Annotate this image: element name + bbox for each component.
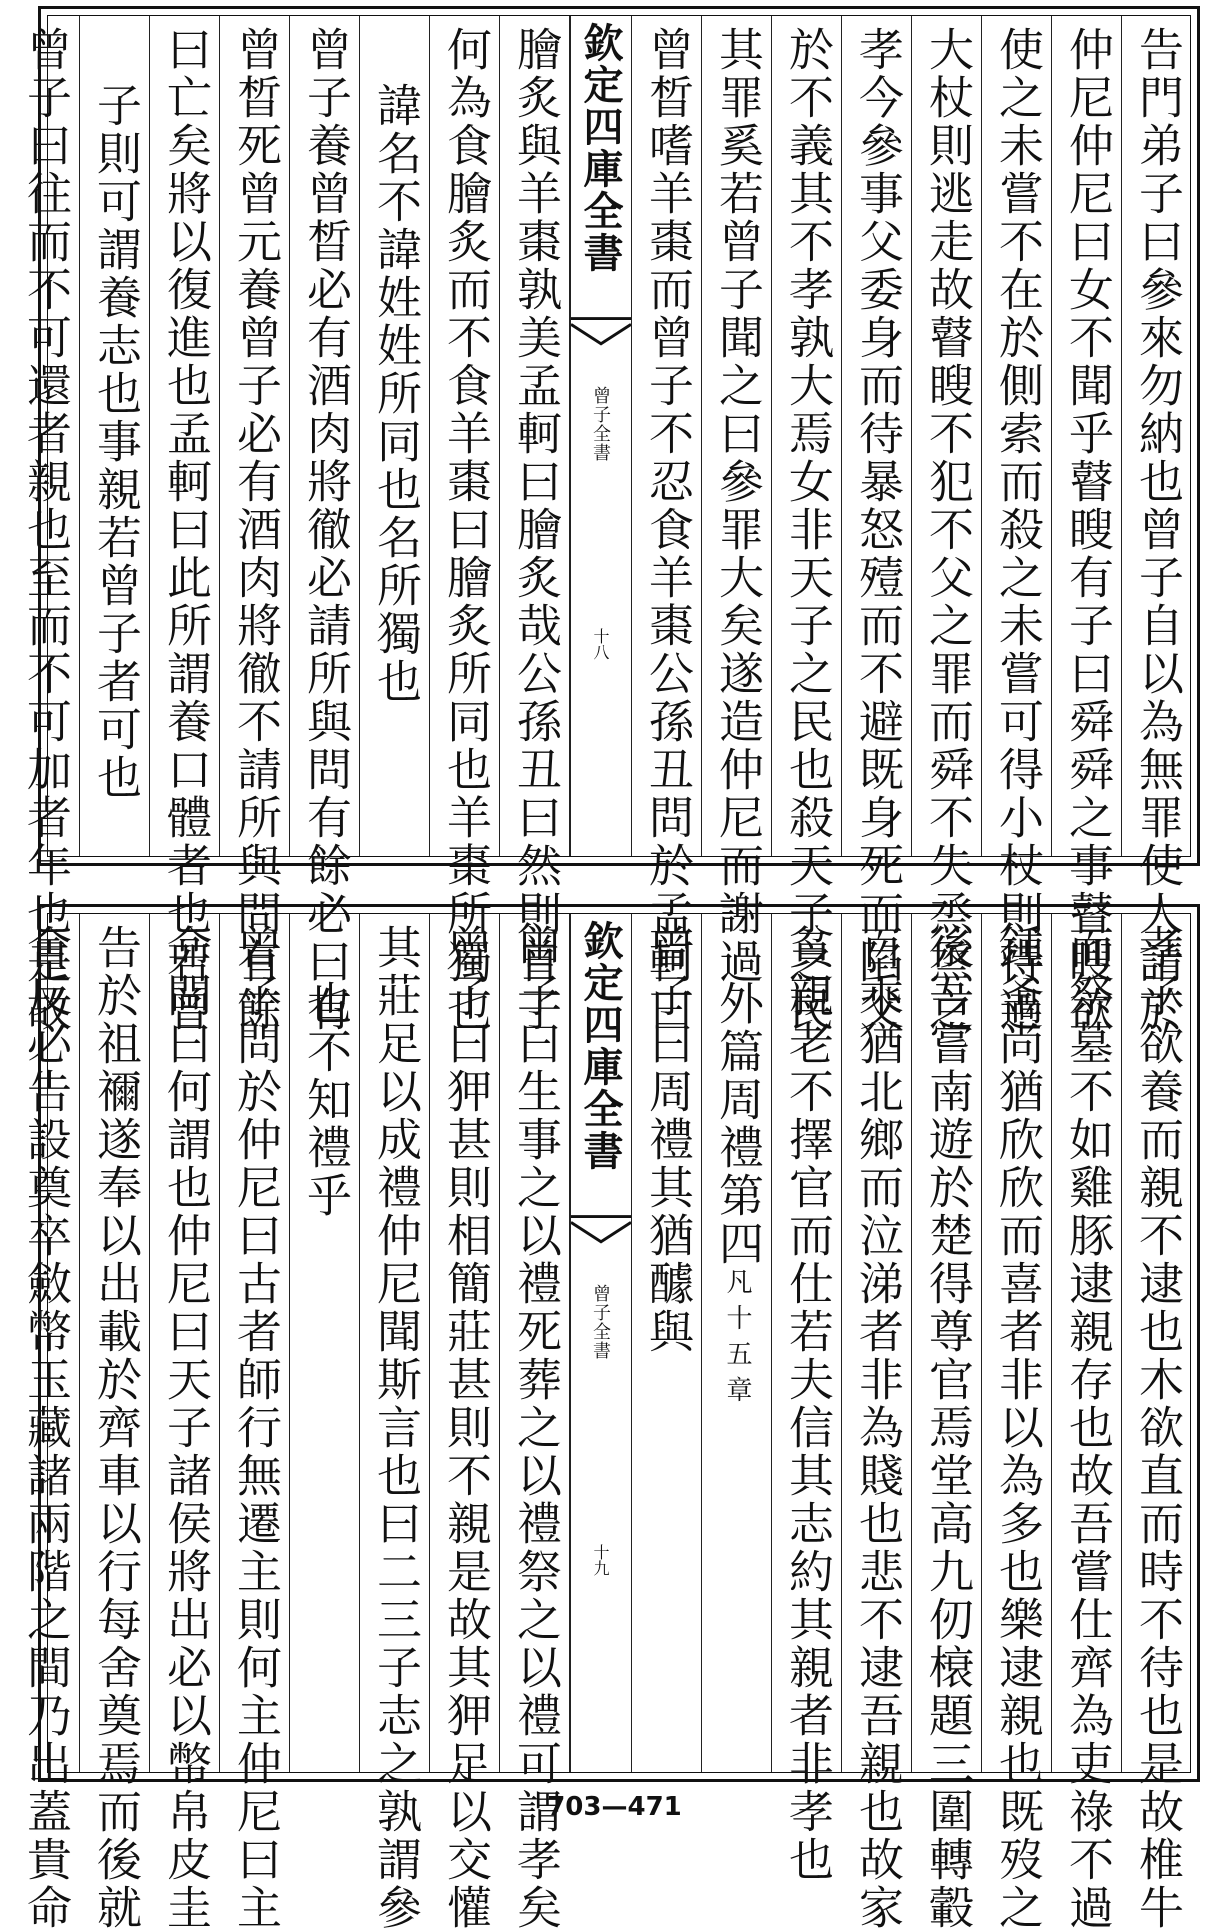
text-column-left-5 bbox=[220, 16, 290, 1034]
text-column-left-2 bbox=[430, 914, 500, 1932]
text-column: 何為食膾炙而不食羊棗曰膾炙所同也羊棗所獨也 bbox=[439, 26, 492, 1034]
text-column: 仲尼仲尼曰女不聞乎瞽瞍有子曰舜舜之事瞽瞍欲 bbox=[1061, 26, 1114, 1034]
page-number: 703—471 bbox=[547, 1792, 682, 1822]
folio-number: 十八 bbox=[591, 628, 610, 660]
text-column: 告於祖禰遂奉以出載於齊車以行每舍奠焉而後就 bbox=[89, 924, 142, 1932]
chapter-heading-column bbox=[702, 914, 772, 1772]
folio-number: 十九 bbox=[591, 1544, 610, 1576]
text-column: 後吾嘗南遊於楚得尊官焉堂高九仞榱題三圍轉轂 bbox=[921, 924, 974, 1932]
text-column-left-2 bbox=[430, 16, 500, 1034]
text-column-right-3 bbox=[982, 16, 1052, 1034]
book-title: 曾子全書 bbox=[590, 386, 611, 462]
text-column: 舍反必告設奠卒斂幣玉藏諸兩階之間乃出蓋貴命 bbox=[19, 924, 72, 1932]
text-column: 命問曰何謂也仲尼曰天子諸侯將出必以幣帛皮圭 bbox=[159, 924, 212, 1932]
upper-folio bbox=[19, 6, 1200, 1034]
text-column: 曰亡矣將以復進也孟軻曰此所謂養口體者也若曾 bbox=[159, 26, 212, 1034]
text-column-left-6 bbox=[150, 914, 220, 1932]
text-column-right-6 bbox=[772, 914, 842, 1884]
text-column: 鍾釜尚猶欣欣而喜者非以為多也樂逮親也既歿之 bbox=[991, 924, 1044, 1932]
text-column-right-7 bbox=[702, 16, 772, 986]
text-column: 於不義其不孝孰大焉女非天子之民也殺天子之民 bbox=[781, 26, 834, 1034]
text-column: 孝子欲養而親不逮也木欲直而時不待也是故椎牛 bbox=[1131, 924, 1184, 1932]
upper-text-frame bbox=[19, 15, 1191, 1034]
text-column: 貧親老不擇官而仕若夫信其志約其親者非孝也 bbox=[781, 924, 834, 1884]
centre-gutter bbox=[570, 914, 632, 1772]
text-column-left-1 bbox=[500, 16, 570, 1034]
text-column-left-4 bbox=[290, 16, 360, 1034]
collection-title: 欽定四庫全書 bbox=[577, 920, 624, 1172]
text-column: 曾子問於仲尼曰古者師行無遷主則何主仲尼曰主 bbox=[229, 924, 282, 1932]
text-column-left-7 bbox=[80, 914, 150, 1932]
text-column-left-4 bbox=[290, 914, 360, 1772]
text-column-pre-gutter bbox=[632, 914, 702, 1772]
text-column-right-2 bbox=[1052, 914, 1122, 1932]
text-column: 膾炙與羊棗孰美孟軻曰膾炙哉公孫丑曰然則曾子 bbox=[509, 26, 562, 1034]
text-column-left-6 bbox=[150, 16, 220, 1034]
fishtail-ornament bbox=[571, 316, 631, 356]
text-column: 曾子曰往而不可還者親也至而不可加者年也是故 bbox=[19, 26, 72, 1034]
text-column-left-1 bbox=[500, 914, 570, 1932]
text-column-right-8 bbox=[632, 16, 702, 1034]
text-column: 孝今參事父委身而待暴怒殪而不避既身死而陷父 bbox=[851, 26, 904, 1034]
text-column: 諱名不諱姓姓所同也名所獨也 bbox=[369, 82, 422, 706]
text-column-right-3 bbox=[982, 914, 1052, 1932]
text-column: 曾子曰生事之以禮死葬之以禮祭之以禮可謂孝矣 bbox=[509, 924, 562, 1932]
text-column: 使之未嘗不在於側索而殺之未嘗可得小杖則待過 bbox=[991, 26, 1044, 1034]
text-column: 曾晳死曾元養曾子必有酒肉將徹不請所與問有餘 bbox=[229, 26, 282, 1034]
text-column-right-1 bbox=[1122, 16, 1192, 1034]
text-column: 曾晳嗜羊棗而曾子不忍食羊棗公孫丑問於孟軻曰 bbox=[641, 26, 694, 1034]
text-column-right-1 bbox=[1122, 914, 1192, 1932]
text-column: 而祭墓不如雞豚逮親存也故吾嘗仕齊為吏祿不過 bbox=[1061, 924, 1114, 1932]
text-column-right-6 bbox=[772, 16, 842, 1034]
text-column-left-5 bbox=[220, 914, 290, 1932]
chapter-note: 凡十五章 bbox=[722, 1268, 752, 1412]
text-column: 子則可謂養志也事親若曾子者可也 bbox=[89, 82, 142, 802]
text-column-right-5 bbox=[842, 914, 912, 1932]
text-column: 告門弟子曰參來勿納也曾子自以為無罪使人請於 bbox=[1131, 26, 1184, 1034]
text-column-right-4 bbox=[912, 914, 982, 1932]
collection-title: 欽定四庫全書 bbox=[577, 22, 624, 274]
centre-gutter bbox=[570, 16, 632, 856]
text-column: 其莊足以成禮仲尼聞斯言也曰二三子志之孰謂參 bbox=[369, 924, 422, 1932]
text-column-left-7 bbox=[80, 16, 150, 856]
text-column: 曾子養曾晳必有酒肉將徹必請所與問有餘必曰有 bbox=[299, 26, 352, 1034]
chapter-heading: 外篇周禮第四 bbox=[711, 980, 764, 1268]
text-column-left-3 bbox=[360, 914, 430, 1932]
text-column: 大杖則逃走故瞽瞍不犯不父之罪而舜不失烝烝之 bbox=[921, 26, 974, 1034]
text-column: 曾子曰周禮其猶醵與 bbox=[641, 924, 694, 1356]
book-title: 曾子全書 bbox=[590, 1284, 611, 1360]
text-column: 曾子曰狎甚則相簡莊甚則不親是故其狎足以交懽 bbox=[439, 924, 492, 1932]
text-column: 其罪奚若曾子聞之曰參罪大矣遂造仲尼而謝過 bbox=[711, 26, 764, 986]
text-column: 百乘猶北鄉而泣涕者非為賤也悲不逮吾親也故家 bbox=[851, 924, 904, 1932]
text-column-left-8 bbox=[10, 16, 80, 1034]
text-column-right-2 bbox=[1052, 16, 1122, 1034]
text-column-left-3 bbox=[360, 16, 430, 856]
fishtail-ornament bbox=[571, 1214, 631, 1254]
text-column: 也不知禮乎 bbox=[299, 980, 352, 1220]
text-column-right-5 bbox=[842, 16, 912, 1034]
text-column-right-4 bbox=[912, 16, 982, 1034]
text-column-left-8 bbox=[10, 914, 80, 1932]
